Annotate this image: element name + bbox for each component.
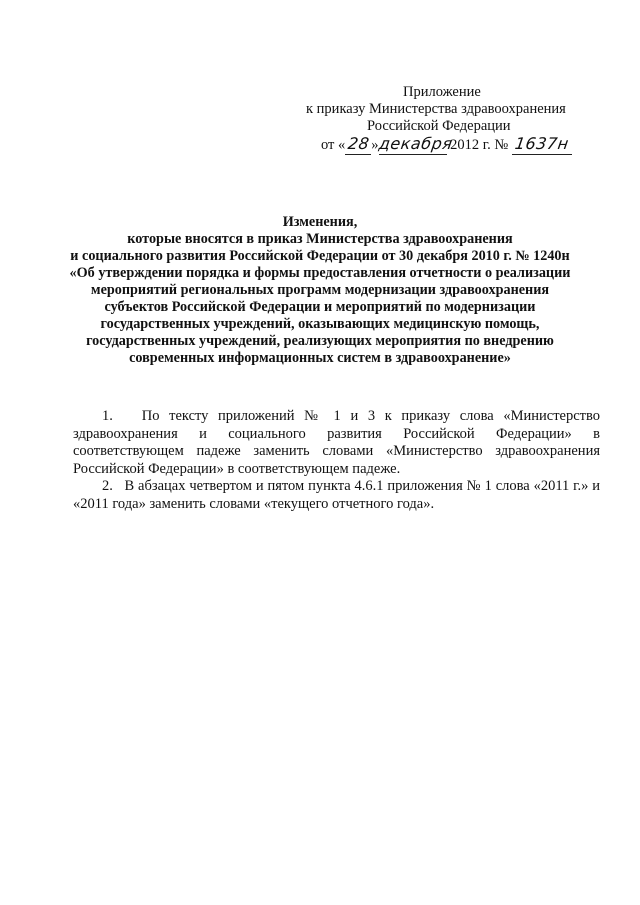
title-line: субъектов Российской Федерации и мероприятий по модернизации [104, 299, 536, 315]
title-line: мероприятий региональных программ модернизации здравоохранения [90, 282, 550, 298]
date-month-field [377, 134, 454, 155]
date-day-field [345, 135, 371, 155]
date-prefix: от [321, 137, 335, 153]
appendix-date-line [300, 135, 600, 155]
appendix-federation: Российской Федерации [367, 118, 511, 134]
item-text: В абзацах четвертом и пятом пункта 4.6.1 приложения № 1 слова «2011 г.» и «2011 года» заменить словами «текущего отчетного года». [73, 478, 600, 512]
appendix-label: Приложение [403, 84, 481, 100]
title-line: современных информационных систем в здравоохранение» [129, 350, 511, 366]
title-line: «Об утверждении порядка и формы предоставления отчетности о реализации [69, 265, 571, 281]
item-text: По тексту приложений № 1 и 3 к приказу слова «Министерство здравоохранения и социального развития Российской Федерации» в соответствующем падеже заменить словами «Министерство здравоохранения Российской Федерации» в соответствующем падеже. [73, 408, 601, 477]
title-line: и социального развития Российской Федерации от 30 декабря 2010 г. № 1240н [70, 248, 570, 264]
appendix-order-ref: к приказу Министерства здравоохранения [306, 101, 566, 117]
title-line: государственных учреждений, реализующих мероприятия по внедрению [86, 333, 554, 349]
list-item [73, 408, 600, 478]
date-year: 2012 г. № [450, 137, 509, 153]
title-line: которые вносятся в приказ Министерства здравоохранения [127, 231, 513, 247]
order-number-field [512, 135, 572, 155]
item-number: 1. [102, 408, 113, 424]
title-line: государственных учреждений, оказывающих медицинскую помощь, [100, 316, 540, 332]
handwritten-month: декабря [377, 134, 454, 153]
list-item [73, 478, 600, 513]
document-title [50, 214, 590, 367]
handwritten-day: 28 [346, 134, 371, 153]
item-number: 2. [102, 478, 113, 494]
document-body [73, 408, 600, 513]
open-quote: « [338, 137, 346, 153]
handwritten-number: 1637н [513, 134, 570, 153]
appendix-header [300, 84, 600, 155]
close-quote: » [371, 137, 379, 153]
title-line: Изменения, [282, 214, 358, 230]
